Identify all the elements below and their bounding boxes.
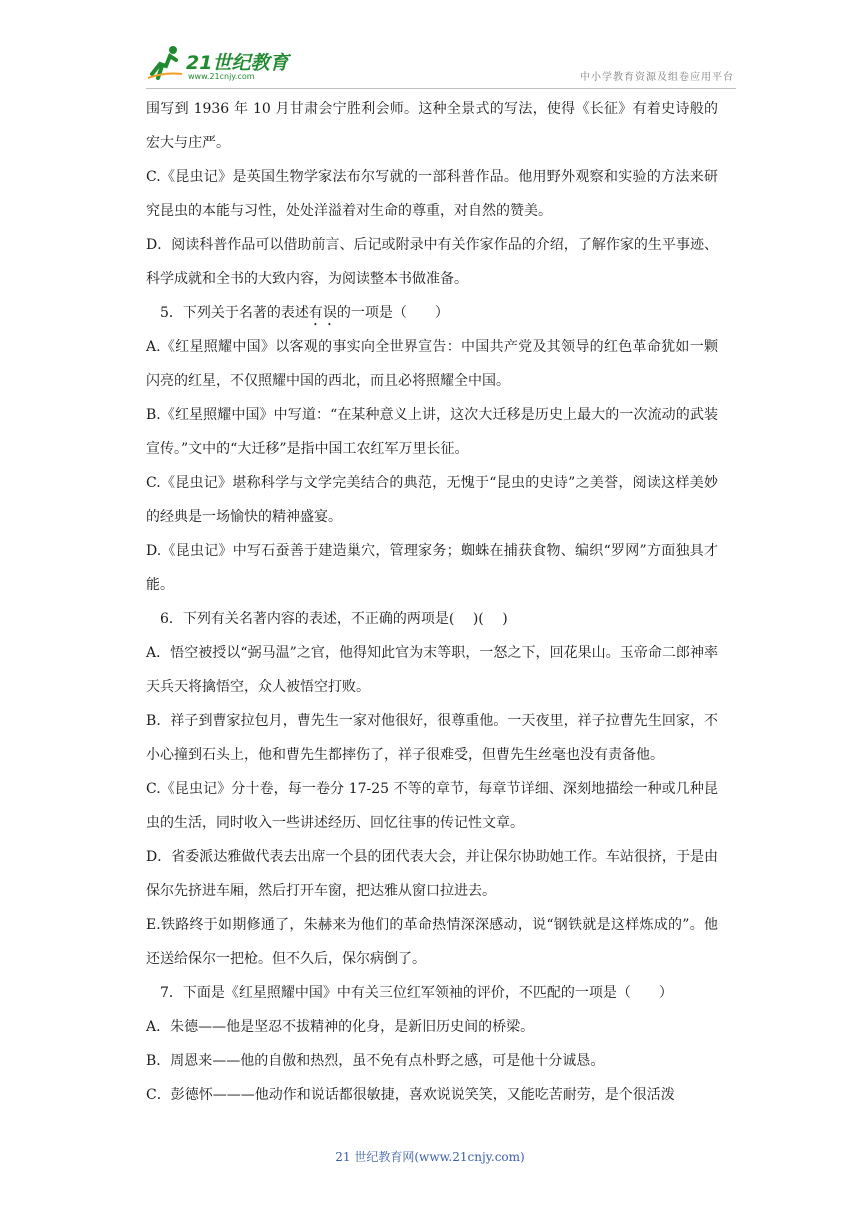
option-item: A．悟空被授以“弼马温”之官，他得知此官为末等职，一怒之下，回花果山。玉帝命二郎神率天兵天将擒悟空，众人被悟空打败。 (146, 645, 718, 695)
question-6: 6．下列有关名著内容的表述，不正确的两项是( )( ) (160, 611, 508, 627)
paragraph: 围写到 1936 年 10 月甘肃会宁胜利会师。这种全景式的写法，使得《长征》有着史诗般的宏大与庄严。 (146, 101, 718, 151)
site-logo[interactable] (146, 44, 296, 84)
page-header (0, 0, 860, 92)
document-body (146, 92, 718, 1112)
page-footer[interactable]: 21 世纪教育网(www.21cnjy.com) (335, 1150, 525, 1164)
question-5 (146, 296, 718, 330)
option-item: A.《红星照耀中国》以客观的事实向全世界宣告：中国共产党及其领导的红色革命犹如一颗闪亮的红星，不仅照耀中国的西北，而且必将照耀全中国。 (146, 339, 718, 389)
paragraph: D．阅读科普作品可以借助前言、后记或附录中有关作家作品的介绍，了解作家的生平事迹、科学成就和全书的大致内容，为阅读整本书做准备。 (146, 237, 718, 287)
option-item: B．祥子到曹家拉包月，曹先生一家对他很好，很尊重他。一天夜里，祥子拉曹先生回家，不小心撞到石头上，他和曹先生都摔伤了，祥子很难受，但曹先生丝毫也没有责备他。 (146, 713, 718, 763)
platform-slogan: 中小学教育资源及组卷应用平台 (580, 72, 734, 83)
option-item: D.《昆虫记》中写石蚕善于建造巢穴，管理家务；蜘蛛在捕获食物、编织“罗网”方面独具才能。 (146, 543, 718, 593)
option-item: B．周恩来——他的自傲和热烈，虽不免有点朴野之感，可是他十分诚恳。 (146, 1053, 605, 1069)
logo-text: 21世纪教育 (186, 52, 289, 74)
question-5-prefix: 5．下列关于名著的表述 (160, 305, 309, 321)
option-item: C.《昆虫记》分十卷，每一卷分 17-25 不等的章节，每章节详细、深刻地描绘一种或几种昆虫的生活，同时收入一些讲述经历、回忆往事的传记性文章。 (146, 781, 718, 831)
option-item: A．朱德——他是坚忍不拔精神的化身，是新旧历史间的桥梁。 (146, 1019, 535, 1035)
runner-logo-icon (146, 44, 184, 80)
logo-url: www.21cnjy.com (188, 72, 255, 81)
question-5-suffix: 的一项是（ ） (336, 305, 449, 321)
option-item: B.《红星照耀中国》中写道：“在某种意义上讲，这次大迁移是历史上最大的一次流动的武装宣传。”文中的“大迁移”是指中国工农红军万里长征。 (146, 407, 718, 457)
header-divider (146, 88, 736, 89)
option-item: E.铁路终于如期修通了，朱赫来为他们的革命热情深深感动，说“钢铁就是这样炼成的”。他还送给保尔一把枪。但不久后，保尔病倒了。 (146, 917, 718, 967)
question-7: 7．下面是《红星照耀中国》中有关三位红军领袖的评价，不匹配的一项是（ ） (160, 985, 673, 1001)
option-item: C．彭德怀———他动作和说话都很敏捷，喜欢说说笑笑，又能吃苦耐劳，是个很活泼 (146, 1087, 675, 1103)
paragraph: C.《昆虫记》是英国生物学家法布尔写就的一部科普作品。他用野外观察和实验的方法来研究昆虫的本能与习性，处处洋溢着对生命的尊重，对自然的赞美。 (146, 169, 718, 219)
question-5-emphasis: 有误 (308, 305, 337, 321)
option-item: D．省委派达雅做代表去出席一个县的团代表大会，并让保尔协助她工作。车站很挤，于是由保尔先挤进车厢，然后打开车窗，把达雅从窗口拉进去。 (146, 849, 718, 899)
option-item: C.《昆虫记》堪称科学与文学完美结合的典范，无愧于“昆虫的史诗”之美誉，阅读这样美妙的经典是一场愉快的精神盛宴。 (146, 475, 718, 525)
